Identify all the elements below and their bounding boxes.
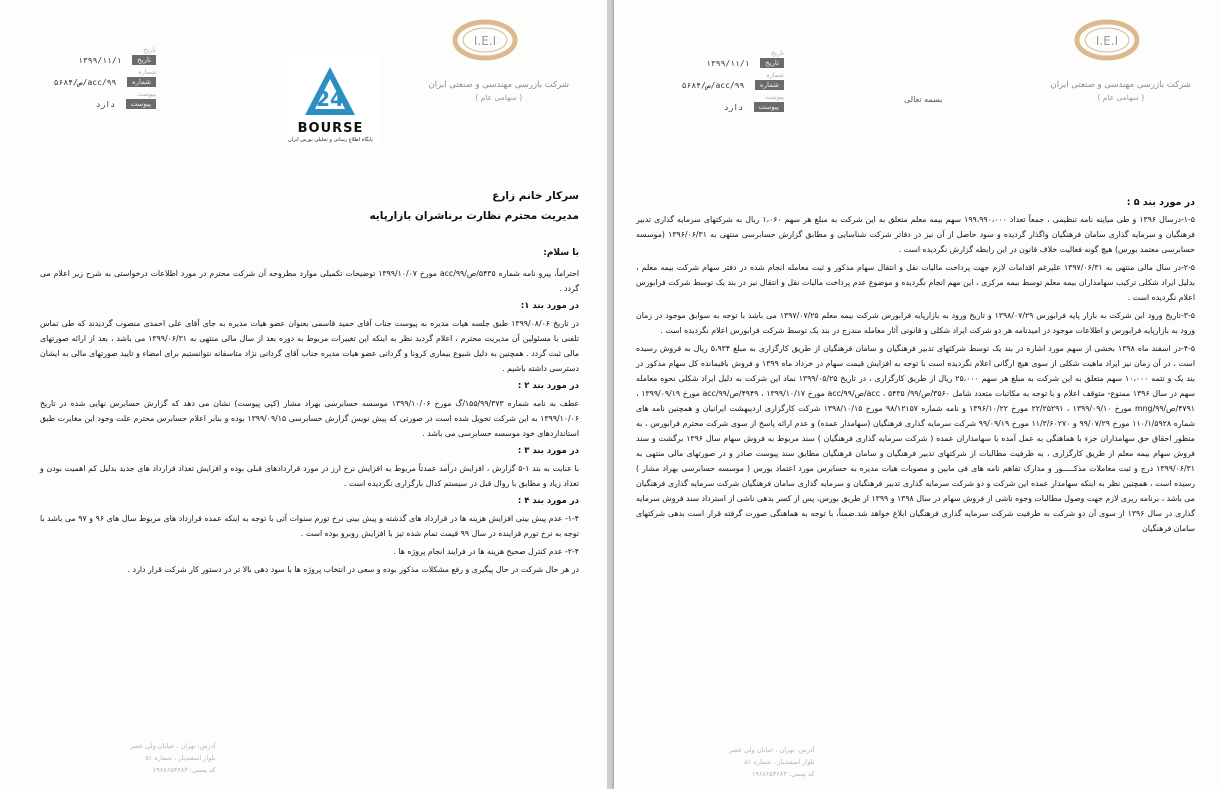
section-5-paragraph-3: ۳-۵-تاریخ ورود این شرکت به بازار پایه فرابورس ۱۳۹۸/۰۷/۲۹ و تاریخ ورود به بازارپایه فرابورس شرکت بیمه معلم ۱۳۹۷/۰۷/۲۵ می باشد با توجه به سوابق موجود در زمان ورود به بازارپایه فرابورس و اطلاعات موجود در امیدنامه هر دو شرکت ایراد شکلی و قانونی آثار معامله مندرج در بند یک توسط شرکت فرابورس اعلام نگردیده است . bbox=[636, 311, 1195, 335]
company-type: ( سهامی عام ) bbox=[475, 93, 523, 102]
company-name bbox=[1051, 80, 1191, 102]
section-2-heading: در مورد بند ۲ : bbox=[517, 381, 579, 391]
section-3-text: با عنایت به بند ۱-۵ گزارش ، افزایش درآمد عمدتاً مربوط به افزایش نرخ ارز در مورد قراردادهای قبلی بوده و افزایش تعداد قرارداد های جدید بدلیل کم اهمیت بودن و تعداد زیاد و مطابق با روال قبل در سیستم کدال بارگزاری نگردیده است . bbox=[40, 464, 580, 488]
iei-logo-icon bbox=[452, 18, 518, 68]
salutation: با سلام: bbox=[543, 248, 579, 258]
section-4-heading: در مورد بند ۴ : bbox=[517, 496, 579, 506]
meta-date-label: تاریخ bbox=[132, 55, 156, 65]
bourse-logo-icon bbox=[281, 55, 380, 121]
company-name-text: شرکت بازرسی مهندسی و صنعتی ایران bbox=[428, 80, 569, 90]
section-1-heading: در مورد بند ۱: bbox=[520, 301, 579, 311]
meta-attachment-value: دارد bbox=[95, 99, 116, 109]
letter-page-right bbox=[614, 0, 1221, 789]
footer-address-line-2: بلوار اسفندیار ، شماره ۵۱ bbox=[145, 754, 216, 762]
meta-date-caption: تاریخ bbox=[771, 49, 784, 57]
letter-page-left bbox=[0, 0, 607, 789]
letter-body-left bbox=[40, 266, 579, 580]
recipient-name: سرکار خانم زارع bbox=[492, 190, 579, 202]
section-4-item-1: ۱-۴- عدم پیش بینی افزایش هزینه ها در قرارداد های گذشته و پیش بینی نرخ تورم سنوات آتی با توجه به اینکه عمده قرارداد های مربوط سال های ۹۶ و ۹۷ می باشد با توجه به نرخ تورم فزاینده در سال ۹۹ قیمت تمام شده تیز با افزایش روبرو بوده است . bbox=[40, 514, 579, 538]
section-5-paragraph-1: ۱-۵-درسال ۱۳۹۶ و طی میاینه نامه تنظیمی ، جمعاً تعداد ۱۹۹،۹۹۰،۰۰۰ سهم بیمه معلم متعلق به این شرکت به مبلغ هر سهم ۱،۰۶۰ ریال به شرکتهای سرمایه گذاری تدبیر فرهنگیان و سرمایه گذاری سامان فرهنگیان واگذار گردیده و سود حاصل از آن نیز در دفاتر شرکت شناسایی و مطابق گزارش حسابرسی منتهی به ۱۳۹۶/۰۶/۳۱ (موسسه حسابرسی معتمد بورس) هیچ گونه فعالیت خلاف قانون در این رابطه گزارش نگردیده است . bbox=[636, 215, 1195, 254]
footer-address-line-1: آدرس: تهران ، خیابان ولی عصر bbox=[130, 742, 216, 750]
section-5-paragraph-2: ۲-۵-در سال مالی منتهی به ۱۳۹۷/۰۶/۳۱ علیرغم اقدامات لازم جهت پرداخت مالیات نقل و انتقال سهام مذکور و ثبت معامله انجام شده در دفتر سهام شرکت بیمه معلم ، بدلیل ایراد شکلی ترکیب سهامداران بیمه معلم توسط بیمه مرکزی ، این مهم انجام نگردیده و موضوع عدم پرداخت مالیات نقل و انتقال نیز در بند یک توسط شرکت فرابورس اعلام نگردیده است . bbox=[636, 263, 1195, 302]
meta-number-label: شماره bbox=[755, 80, 784, 90]
footer-address-line-2: بلوار اسفندیار ، شماره ۵۱ bbox=[744, 758, 815, 766]
meta-attachment-caption: پیوست bbox=[137, 90, 156, 98]
page-gap-divider bbox=[607, 0, 614, 789]
iei-logo-text: I.E.I bbox=[1095, 34, 1119, 48]
footer-postal-code: کد پستی: ۱۹۶۸۶۵۳۶۸۳ bbox=[751, 770, 815, 778]
meta-attachment-row bbox=[674, 93, 784, 124]
section-4-closing: در هر حال شرکت در حال پیگیری و رفع مشکلات مذکور بوده و سعی در انتخاب پروژه ها با سود دهی بالا تر در دستور کار شرکت قرار دارد . bbox=[127, 565, 579, 574]
meta-date-value: ۱۳۹۹/۱۱/۱ bbox=[78, 55, 122, 65]
section-5-heading: در مورد بند ۵ : bbox=[1126, 197, 1195, 208]
letter-body-right bbox=[636, 192, 1195, 539]
iei-logo-text: I.E.I bbox=[473, 34, 497, 48]
svg-text:24: 24 bbox=[316, 87, 344, 111]
letter-meta-block bbox=[53, 46, 156, 121]
section-2-text: عطف به نامه شماره ۱۵۵/۹۹/۳۷۳/گ مورخ ۱۳۹۹/۱۰/۰۶ موسسه حسابرسی بهراد مشار (کپی پیوست) نشان می دهد که گزارش حسابرس نهایی شده در تاریخ ۱۳۹۹/۱۰/۰۶ به این شرکت تحویل شده است در صورتی که پیش نویس گزارش حسابرسی ۱۳۹۹/۰۹/۱۵ بوده و بنابر اعلام حسابرس محترم علت وجود این مغایرت طبق استانداردهای خود موسسه حسابرسی می باشد . bbox=[40, 399, 580, 438]
recipient-title: مدیریت محترم نظارت برناشران بازارپایه bbox=[369, 210, 579, 222]
meta-attachment-label: پیوست bbox=[754, 102, 784, 112]
footer-address-line-1: آدرس: تهران ، خیابان ولی عصر bbox=[729, 746, 815, 754]
bourse-logo bbox=[281, 55, 380, 149]
meta-attachment-row bbox=[66, 90, 156, 121]
bourse-caption: پایگاه اطلاع رسانی و تحلیلی بورس ایران bbox=[288, 137, 373, 143]
bourse-wordmark: BOURSE bbox=[297, 121, 364, 136]
meta-number-label: شماره bbox=[127, 77, 156, 87]
intro-paragraph: احتراماً، پیرو نامه شماره ۵۴۳۵/ص/۹۹/acc مورخ ۱۳۹۹/۱۰/۰۷ توضیحات تکمیلی موارد مطروحه آن شرکت محترم در مورد اطلاعات درخواستی به شرح زیر اعلام می گردد . bbox=[40, 269, 579, 293]
company-name bbox=[429, 80, 569, 102]
letter-meta-block bbox=[674, 49, 784, 124]
meta-date-value: ۱۳۹۹/۱۱/۱ bbox=[706, 58, 750, 68]
company-type: ( سهامی عام ) bbox=[1097, 93, 1145, 102]
meta-attachment-label: پیوست bbox=[126, 99, 156, 109]
meta-date-caption: تاریخ bbox=[143, 46, 156, 54]
section-5-paragraph-4: ۴-۵-در اسفند ماه ۱۳۹۸ بخشی از سهم مورد اشاره در بند یک توسط شرکتهای تدبیر فرهنگیان و سامان فرهنگیان از طریق کارگزاری به مبلغ ۵،۹۳۴ ریال به فروش رسیده است ، در آن زمان نیز ایراد ماهیت شکلی از سوی هیچ ارگانی اعلام نگردیده است با توجه به افزایش قیمت سهام در خرداد ماه ۱۳۹۹ و فروش باقیمانده کل سهام مذکور در بند یک و تتمه ۱۰،۰۰۰ سهم متعلق به این شرکت به مبلغ هر سهم ۲۵،۰۰۰ ریال از طریق کارگزاری ، در تاریخ ۱۳۹۹/۰۵/۲۵ نماد این شرکت به دلیل ایراد شکلی نحوه معامله سهم در سال ۱۳۹۶ ممنوع- متوقف اعلام و با توجه به مکاتبات متعدد شامل ۳۵۶۰/ص/۹۹/ acc ، ۵۴۳۵/ص/۹۹/acc مورخ ۱۳۹۹/۱۰/۱۷ ، ۴۹۴۹/ص/۹۹/acc مورخ ۱۳۹۹/۰۹/۱۹ ، ۴۷۹۱/ص/۹۹/mng مورخ ۱۳۹۹/۰۹/۱۰ ، ۲۲/۲۵۲۹۱ مورخ ۱۳۹۶/۱۰/۲۲ و نامه شماره ۹۸/۱۲۱۵۷ مورخ ۱۳۹۸/۱۰/۱۵ شرکت کارگزاری اردیبهشت ایرانیان و همچنین نامه های شماره ۱۱۰/۱/۵۹۲۸ مورخ ۹۹/۰۷/۲۹ و ۱۱/۳/۶۰۲۷۰ مورخ ۹۹/۰۹/۱۹ شرکت سرمایه گذاری فرهنگیان (سهامدار عمده) و عدم ارائه پاسخ از سوی شرکت محترم فرابورس ، به منظور احقاق حق سهامداران جزء با هماهنگی به عمل آمده با سهامداران عمده ( شرکت سرمایه گذاری فرهنگیان ) سند مربوط به فروش سهام سال ۱۳۹۶ برگشت و سند فروش سهام بیمه معلم از طریق کارگزاری ، به طرفیت مطالبات از شرکتهای تدبیر فرهنگیان و سامان فرهنگیان مطابق سند پیوست صادر و در صورتهای مالی منتهی به ۱۳۹۹/۰۶/۳۱ درج و ثبت معاملات مذکـــــور و مدارک تفاهم نامه های فی مابین و مصوبات هیات مدیره به حسابرس مورد اعتماد بورس ( موسسه حسابرسی بهراد مشار ) رسیده است ، همچنین نظر به اینکه سهامدار عمده این شرکت و دو شرکت سرمایه گذاری تدبیر فرهنگیان و سرمایه گذاری سامان فرهنگیان شرکت سرمایه گذاری فرهنگیان می باشد ، برنامه ریزی لازم جهت وصول مطالبات وجوه ناشی از فروش سهام در سال ۱۳۹۸ و ۱۳۹۹ از طریق بورس، پس از کسر بدهی ناشی از استرداد سند فروش سرمایه گذاری در سال ۱۳۹۶ از سوی آن دو شرکت به طرفیت شرکت سرمایه گذاری فرهنگیان ابلاغ خواهد شد.ضمناً، با توجه به هماهنگی صورت گرفته قرار است بدهی شرکتهای سامان فرهنگیان bbox=[636, 344, 1196, 533]
meta-attachment-caption: پیوست bbox=[765, 93, 784, 101]
meta-number-caption: شماره bbox=[138, 68, 156, 76]
meta-number-value: acc/۹۹/ص/۵۶۸۴ bbox=[681, 80, 745, 90]
letter-footer-address bbox=[130, 740, 216, 776]
section-4-item-2: ۲-۴- عدم کنترل صحیح هزینه ها در فرایند انجام پروژه ها . bbox=[393, 547, 579, 556]
bismillah-heading: بسمه تعالی bbox=[904, 95, 943, 104]
letter-footer-address bbox=[729, 744, 815, 780]
footer-postal-code: کد پستی: ۱۹۶۸۶۵۳۶۸۳ bbox=[152, 766, 216, 774]
company-name-text: شرکت بازرسی مهندسی و صنعتی ایران bbox=[1050, 80, 1191, 90]
meta-number-value: acc/۹۹/ص/۵۶۸۴ bbox=[53, 77, 117, 87]
section-1-text: در تاریخ ۱۳۹۹/۰۸/۰۶ طبق جلسه هیات مدیره به پیوست جناب آقای حمید قاسمی بعنوان عضو هیات مدیره به جای آقای علی احمدی منصوب گردیدند که طی تماس تلفنی با مسئولین آن مدیریت محترم ، اعلام گردید نظر به اینکه این تغییرات مربوط به دوره بعد از سال مالی منتهی به ۱۳۹۹/۰۶/۳۱ می باشد ، بعد از ارائه صورتهای مالی ثبت گردد . همچنین به دلیل شیوع بیماری کرونا و گردانی عضو هیات مدیره جناب آقای گردانی نژاد متاسفانه نتوانستیم برای امضاء و تایید صورتهای مالی به ایشان دسترسی داشته باشیم . bbox=[40, 319, 579, 373]
meta-attachment-value: دارد bbox=[723, 102, 744, 112]
meta-number-caption: شماره bbox=[766, 71, 784, 79]
section-3-heading: در مورد بند ۳ : bbox=[517, 446, 579, 456]
iei-logo-icon bbox=[1074, 18, 1140, 68]
meta-date-label: تاریخ bbox=[760, 58, 784, 68]
